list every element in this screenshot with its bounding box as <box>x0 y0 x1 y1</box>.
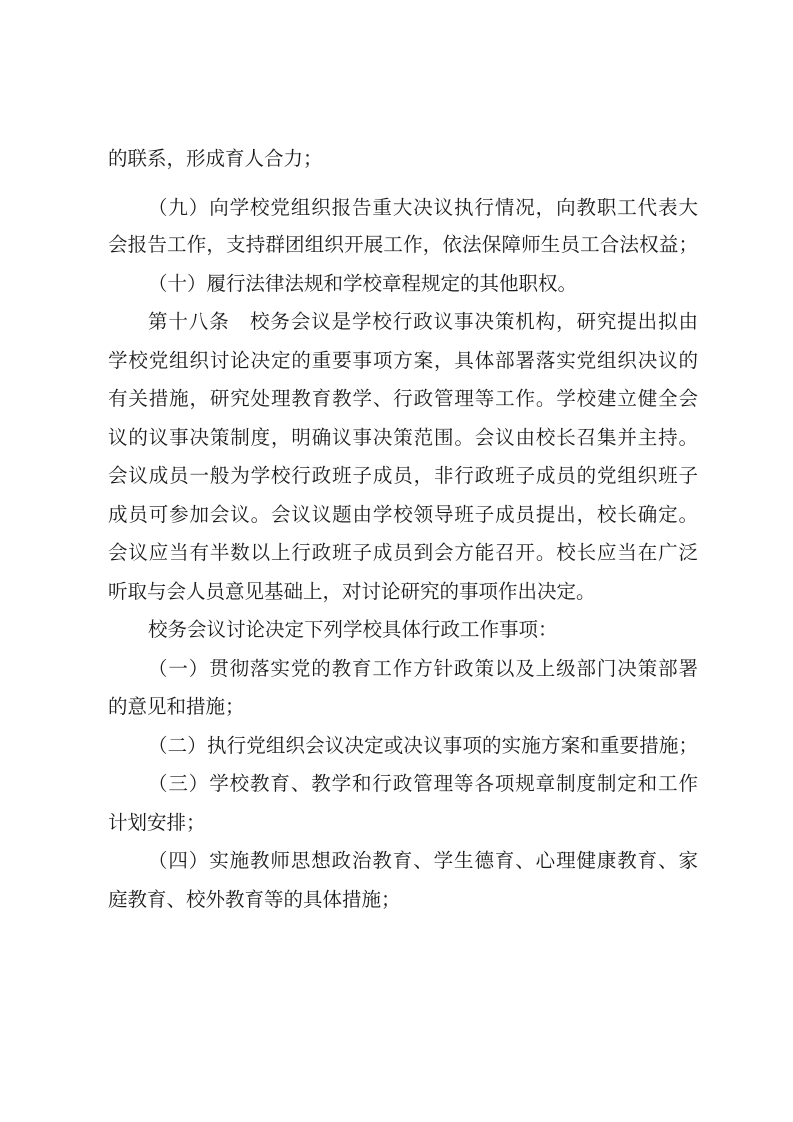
text-line: （二）执行党组织会议决定或决议事项的实施方案和重要措施； <box>148 734 698 757</box>
text-line: 的联系，形成育人合力； <box>108 147 323 170</box>
text-line: 学校党组织讨论决定的重要事项方案，具体部署落实党组织决议的 <box>108 349 698 372</box>
text-line: 的意见和措施； <box>108 695 245 718</box>
text-line: （四）实施教师思想政治教育、学生德育、心理健康教育、家 <box>148 849 698 872</box>
text-line: （三）学校教育、教学和行政管理等各项规章制度制定和工作 <box>148 772 698 795</box>
text-line: 校务会议讨论决定下列学校具体行政工作事项： <box>148 618 558 641</box>
text-line: 庭教育、校外教育等的具体措施； <box>108 888 401 911</box>
text-line: （九）向学校党组织报告重大决议执行情况，向教职工代表大 <box>148 196 698 219</box>
text-line: 会报告工作，支持群团组织开展工作，依法保障师生员工合法权益； <box>108 233 698 256</box>
text-line: （一）贯彻落实党的教育工作方针政策以及上级部门决策部署 <box>148 657 698 680</box>
article-heading-line: 第十八条 校务会议是学校行政议事决策机构，研究提出拟由 <box>148 310 698 333</box>
text-line: 会议成员一般为学校行政班子成员，非行政班子成员的党组织班子 <box>108 464 698 487</box>
text-line: 会议应当有半数以上行政班子成员到会方能召开。校长应当在广泛 <box>108 541 698 564</box>
text-line: 听取与会人员意见基础上，对讨论研究的事项作出决定。 <box>108 580 596 603</box>
text-line: 成员可参加会议。会议议题由学校领导班子成员提出，校长确定。 <box>108 503 698 526</box>
text-line: （十）履行法律法规和学校章程规定的其他职权。 <box>148 272 578 295</box>
text-line: 计划安排； <box>108 811 206 834</box>
text-line: 议的议事决策制度，明确议事决策范围。会议由校长召集并主持。 <box>108 426 698 449</box>
text-line: 有关措施，研究处理教育教学、行政管理等工作。学校建立健全会 <box>108 387 698 410</box>
